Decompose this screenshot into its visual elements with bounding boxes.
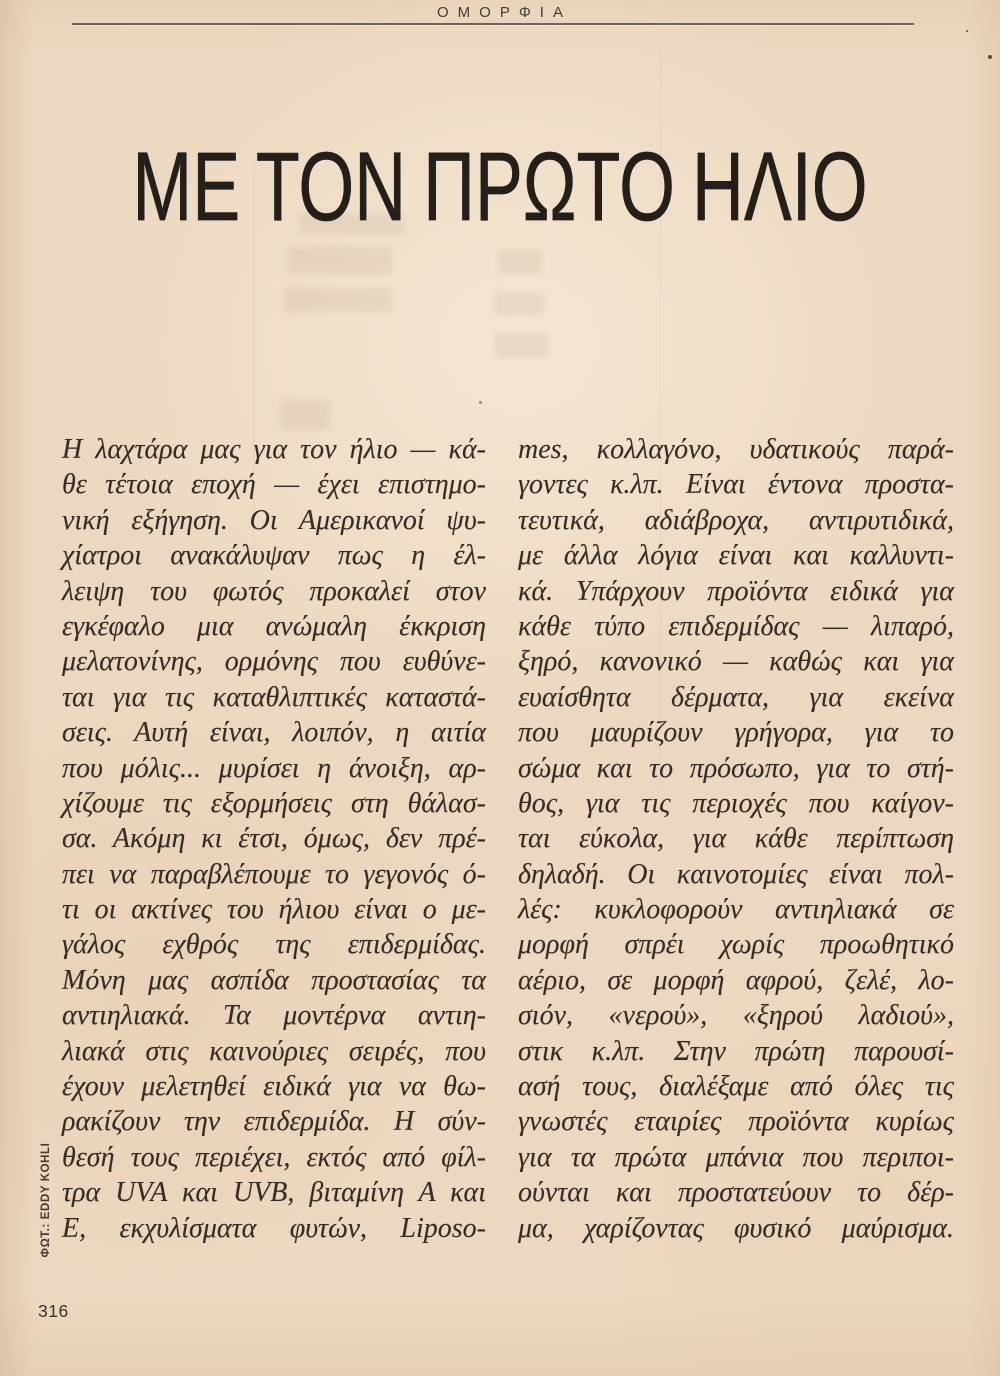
text-line: μελατονίνης, ορμόνης που ευθύνε- [62, 646, 486, 678]
text-line: τευτικά, αδιάβροχα, αντιρυτιδικά, [518, 504, 954, 536]
text-line: δηλαδή. Οι καινοτομίες είναι πολ- [518, 858, 954, 890]
text-line: τρα UVA και UVB, βιταμίνη Α και [62, 1177, 486, 1209]
text-line: ρακίζουν την επιδερμίδα. Η σύν- [62, 1106, 486, 1138]
text-line: μορφή σπρέι χωρίς προωθητικό [518, 929, 954, 961]
text-line: ται εύκολα, για κάθε περίπτωση [518, 823, 954, 855]
text-line: mes, κολλαγόνο, υδατικούς παρά- [518, 434, 954, 465]
text-line: χίζουμε τις εξορμήσεις στη θάλασ- [62, 787, 486, 819]
text-line: ται για τις καταθλιπτικές καταστά- [62, 681, 486, 713]
text-line: με άλλα λόγια είναι και καλλυντι- [518, 540, 954, 572]
text-line: ξηρό, κανονικό — καθώς και για [518, 646, 954, 678]
text-line: γάλος εχθρός της επιδερμίδας. [62, 929, 486, 961]
header-rule [72, 23, 914, 25]
paper-speck [988, 55, 992, 59]
text-line: ευαίσθητα δέρματα, για εκείνα [518, 681, 954, 713]
text-line: ασή τους, διαλέξαμε από όλες τις [518, 1071, 954, 1103]
text-line: σώμα και το πρόσωπο, για το στή- [518, 752, 954, 784]
text-line: γνωστές εταιρίες προϊόντα κυρίως [518, 1106, 954, 1138]
page-showthrough [494, 292, 544, 316]
text-line: σεις. Αυτή είναι, λοιπόν, η αιτία [62, 717, 486, 749]
article-column-left [62, 432, 486, 1246]
text-line: Η λαχτάρα μας για τον ήλιο — κά- [62, 434, 486, 465]
text-line: θεσή τους περιέχει, εκτός από φίλ- [62, 1141, 486, 1173]
page-showthrough [498, 250, 542, 274]
text-line: λειψη του φωτός προκαλεί στον [62, 575, 486, 607]
text-line: σα. Ακόμη κι έτσι, όμως, δεν πρέ- [62, 823, 486, 855]
text-line: έχουν μελετηθεί ειδικά για να θω- [62, 1071, 486, 1103]
article-title: ΜΕ ΤΟΝ ΠΡΩΤΟ ΗΛΙΟ [132, 131, 868, 241]
text-line: πει να παραβλέπουμε το γεγονός ό- [62, 858, 486, 890]
text-line: γοντες κ.λπ. Είναι έντονα προστα- [518, 469, 954, 501]
text-line: κά. Υπάρχουν προϊόντα ειδικά για [518, 575, 954, 607]
text-line: μα, χαρίζοντας φυσικό μαύρισμα. [518, 1212, 954, 1244]
text-line: θος, για τις περιοχές που καίγον- [518, 787, 954, 819]
article-column-right [518, 432, 954, 1246]
text-line: για τα πρώτα μπάνια που περιποι- [518, 1141, 954, 1173]
text-line: θε τέτοια εποχή — έχει επιστημο- [62, 469, 486, 501]
section-header: ΟΜΟΡΦΙΑ [437, 4, 572, 21]
text-line: στικ κ.λπ. Στην πρώτη παρουσί- [518, 1035, 954, 1067]
paper-speck [966, 30, 968, 32]
text-line: που μόλις... μυρίσει η άνοιξη, αρ- [62, 752, 486, 784]
text-line: τι οι ακτίνες του ήλιου είναι ο με- [62, 894, 486, 926]
paper-speck [479, 401, 482, 404]
page-showthrough [284, 288, 392, 312]
text-line: κάθε τύπο επιδερμίδας — λιπαρό, [518, 610, 954, 642]
page-showthrough [288, 247, 392, 274]
text-line: εγκέφαλο μια ανώμαλη έκκριση [62, 610, 486, 642]
text-line: χίατροι ανακάλυψαν πως η έλ- [62, 540, 486, 572]
page-number: 316 [38, 1301, 69, 1321]
text-line: Μόνη μας ασπίδα προστασίας τα [62, 964, 486, 996]
text-line: λές: κυκλοφορούν αντιηλιακά σε [518, 894, 954, 926]
text-line: λιακά στις καινούριες σειρές, που [62, 1035, 486, 1067]
text-line: αντιηλιακά. Τα μοντέρνα αντιη- [62, 1000, 486, 1032]
text-line: που μαυρίζουν γρήγορα, για το [518, 717, 954, 749]
text-line: ούνται και προστατεύουν το δέρ- [518, 1177, 954, 1209]
photo-credit: ΦΩΤ.: EDDY KOHLI [40, 1142, 52, 1258]
text-line: σιόν, «νερού», «ξηρού λαδιού», [518, 1000, 954, 1032]
page-showthrough [494, 332, 549, 358]
text-line: νική εξήγηση. Οι Αμερικανοί ψυ- [62, 504, 486, 536]
text-line: αέριο, σε μορφή αφρού, ζελέ, λο- [518, 964, 954, 996]
page-showthrough [280, 400, 330, 430]
text-line: Ε, εκχυλίσματα φυτών, Liposo- [62, 1212, 486, 1244]
